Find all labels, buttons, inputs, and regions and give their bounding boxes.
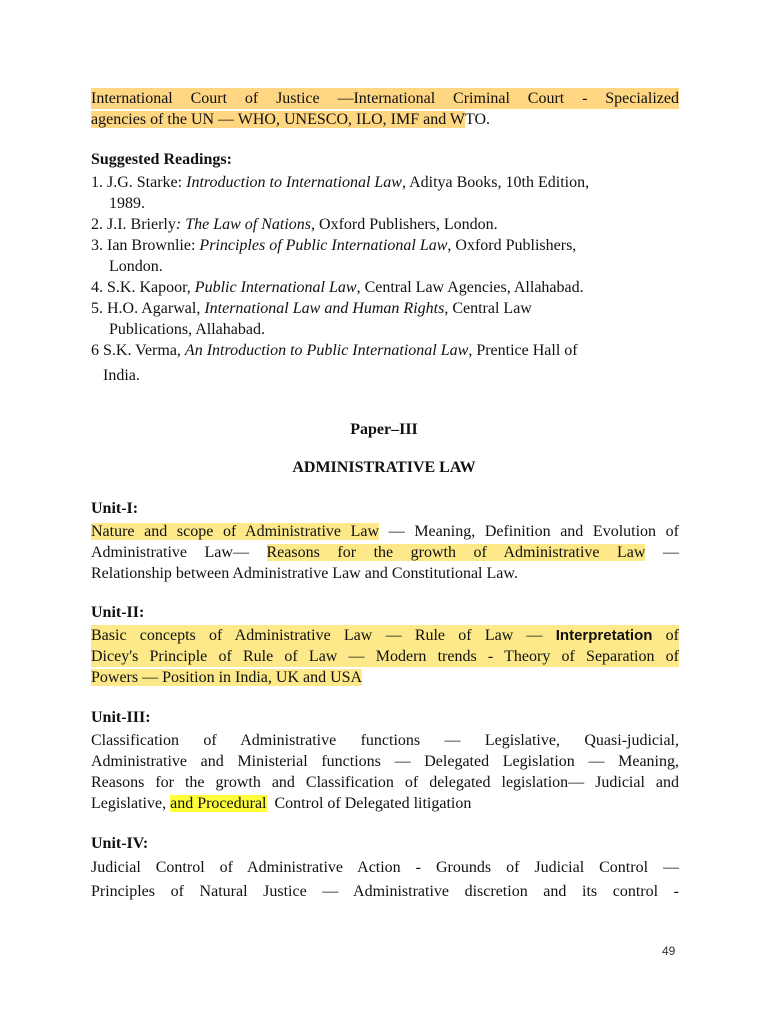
unit-2-line: Basic concepts of Administrative Law — Rule of Law — Interpretation of — [91, 627, 680, 644]
unit-1-line: Relationship between Administrative Law and Constitutional Law. — [91, 565, 518, 582]
unit-3-line: Legislative, and Procedural Control of Delegated litigation — [91, 795, 472, 812]
reading-item: 3. Ian Brownlie: Principles of Public International Law, Oxford Publishers, — [91, 237, 577, 254]
unit-3-body — [91, 730, 679, 814]
unit-1-heading: Unit-I: — [91, 500, 139, 517]
reading-item-continuation: 1989. — [109, 195, 145, 212]
readings-heading: Suggested Readings: — [91, 151, 232, 168]
reading-item: 1. J.G. Starke: Introduction to International Law, Aditya Books, 10th Edition, — [91, 174, 590, 191]
unit-1-body — [91, 521, 679, 584]
reading-item: 5. H.O. Agarwal, International Law and Human Rights, Central Law — [91, 300, 532, 317]
unit-3-line: Administrative and Ministerial functions — Delegated Legislation — Meaning, — [91, 753, 679, 770]
reading-item-continuation: Publications, Allahabad. — [109, 321, 265, 338]
unit-4-heading: Unit-IV: — [91, 835, 149, 852]
reading-item: 6 S.K. Verma, An Introduction to Public International Law, Prentice Hall of — [91, 342, 578, 359]
unit-4-line: Principles of Natural Justice — Administrative discretion and its control - — [91, 883, 679, 900]
unit-2-heading: Unit-II: — [91, 604, 145, 621]
intro-line-2: agencies of the UN — WHO, UNESCO, ILO, IMF and WTO. — [91, 111, 491, 128]
page-number: 49 — [662, 944, 676, 958]
reading-item-continuation: London. — [109, 258, 163, 275]
reading-item: 2. J.I. Brierly: The Law of Nations, Oxford Publishers, London. — [91, 216, 498, 233]
unit-4-body — [91, 856, 679, 904]
unit-2-line: Powers — Position in India, UK and USA — [91, 669, 363, 686]
unit-1-line: Administrative Law— Reasons for the growth of Administrative Law — — [91, 544, 680, 561]
unit-3-line: Reasons for the growth and Classification of delegated legislation— Judicial and — [91, 774, 679, 791]
unit-1-line: Nature and scope of Administrative Law — Meaning, Definition and Evolution of — [91, 523, 680, 540]
intro-line-1: International Court of Justice —International Criminal Court - Specialized — [91, 90, 679, 107]
highlight: agencies of the UN — WHO, UNESCO, ILO, IMF and W — [91, 111, 466, 128]
unit-3-heading: Unit-III: — [91, 709, 151, 726]
intro-paragraph — [91, 88, 679, 130]
subject-title: ADMINISTRATIVE LAW — [292, 459, 476, 476]
unit-3-line: Classification of Administrative functions — Legislative, Quasi-judicial, — [91, 732, 679, 749]
unit-2-body — [91, 625, 679, 688]
paper-title: Paper–III — [350, 421, 418, 438]
readings-list — [91, 172, 589, 386]
unit-4-line: Judicial Control of Administrative Action - Grounds of Judicial Control — — [91, 859, 679, 876]
unit-2-line: Dicey's Principle of Rule of Law — Modern trends - Theory of Separation of — [91, 648, 679, 665]
reading-item-continuation: India. — [103, 367, 140, 384]
reading-item: 4. S.K. Kapoor, Public International Law, Central Law Agencies, Allahabad. — [91, 279, 584, 296]
